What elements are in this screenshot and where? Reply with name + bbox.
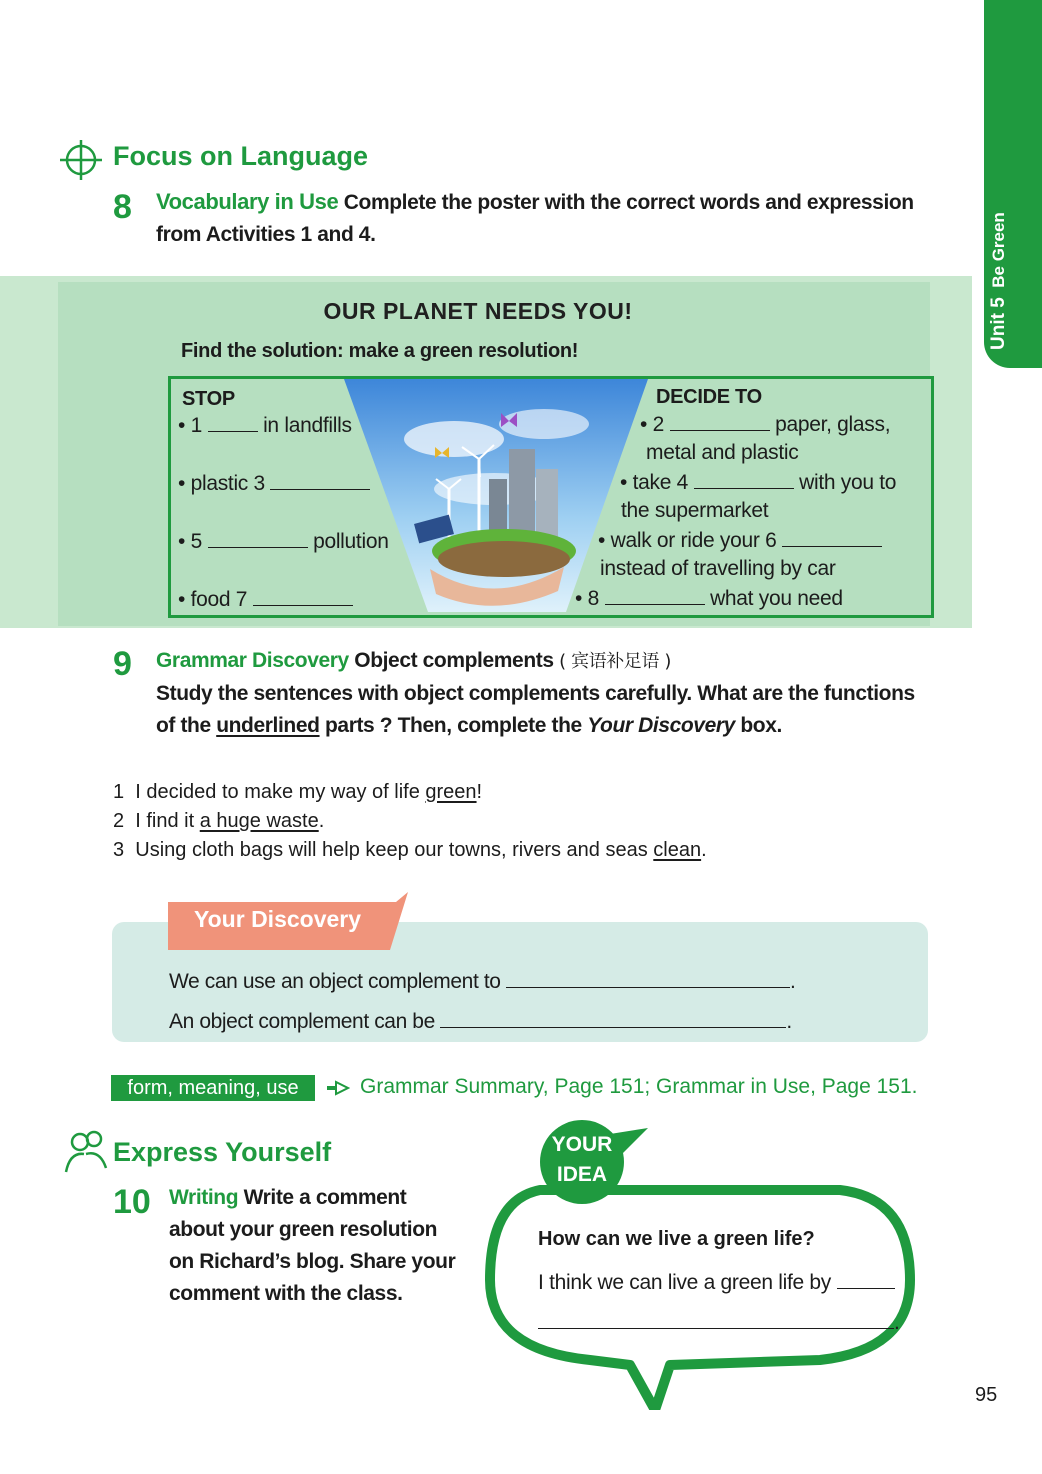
poster-subtitle: Find the solution: make a green resolution! [181,340,579,362]
stop-item-7: • food 7 [178,587,353,612]
activity-10-number: 10 [113,1183,151,1221]
blank-8[interactable] [605,586,705,605]
activity-8-number: 8 [113,188,132,226]
decide-item-8: • 8 what you need [575,587,843,610]
activity-10-instructions: Writing Write a comment about your green resolution on Richard’s blog. Share your comment with the class. [169,1186,456,1305]
discovery-blank-2[interactable] [440,1009,786,1028]
blank-2[interactable] [670,412,770,431]
stop-item-3: • plastic 3 [178,471,370,496]
activity-8-instructions: Vocabulary in Use Complete the poster with the correct words and expression from Activities 1 and 4. [156,189,914,246]
express-yourself-heading: Express Yourself [113,1137,332,1167]
discovery-line-2: An object complement can be . [169,1010,792,1033]
page-number: 95 [975,1384,998,1406]
blank-4[interactable] [694,470,794,489]
idea-blank-1[interactable] [837,1270,895,1289]
blank-7[interactable] [253,587,353,606]
your-idea-badge: YOUR IDEA [551,1133,613,1186]
your-discovery-title: Your Discovery [194,906,362,932]
idea-answer: I think we can live a green life by [538,1270,895,1295]
decide-item-4: • take 4 with you to [620,471,897,494]
decide-item-6-cont: instead of travelling by car [600,557,836,580]
grammar-reference-link[interactable]: Grammar Summary, Page 151; Grammar in Use, Page 151. [360,1075,918,1098]
idea-blank-2[interactable] [538,1310,894,1329]
stop-item-5: • 5 pollution [178,530,389,553]
stop-item-1: • 1 in landfills [178,414,352,437]
focus-on-language-heading: Focus on Language [113,141,369,171]
crosshair-target-icon [56,136,106,186]
unit-label: Unit 5 Be Green [988,212,1009,350]
activity-10-label: Writing [169,1186,239,1209]
activity-9-label: Grammar Discovery [156,649,349,672]
people-icon [62,1128,110,1174]
pointing-hand-icon [326,1078,350,1098]
example-sentence-3: 3 Using cloth bags will help keep our towns, rivers and seas clean. [113,839,707,861]
example-sentence-2: 2 I find it a huge waste. [113,810,325,832]
idea-question: How can we live a green life? [538,1228,815,1250]
example-sentence-1: 1 I decided to make my way of life green! [113,781,483,803]
decide-item-2-cont: metal and plastic [646,441,799,464]
decide-item-2: • 2 paper, glass, [640,413,891,436]
idea-answer-line-2: . [538,1310,900,1335]
activity-9-number: 9 [113,645,132,683]
blank-6[interactable] [782,528,882,547]
blank-3[interactable] [270,471,370,490]
discovery-blank-1[interactable] [506,969,790,988]
unit-side-tab [984,0,1042,368]
blank-5[interactable] [208,529,308,548]
decide-item-6: • walk or ride your 6 [598,528,882,553]
decide-item-4-cont: the supermarket [621,499,769,522]
blank-1[interactable] [208,413,258,432]
discovery-line-1: We can use an object complement to . [169,970,796,993]
activity-9-instructions: Grammar Discovery Object complements ( 宾语补足语 ) Study the sentences with object complements carefully. What are the functions of the underlined parts ? Then, complete the Your Discovery box. [156,649,915,737]
poster-title: OUR PLANET NEEDS YOU! [323,298,633,324]
form-meaning-use-tag: form, meaning, use [111,1075,315,1101]
decide-heading: DECIDE TO [656,386,762,408]
activity-8-label: Vocabulary in Use [156,189,339,214]
stop-heading: STOP [182,388,235,410]
